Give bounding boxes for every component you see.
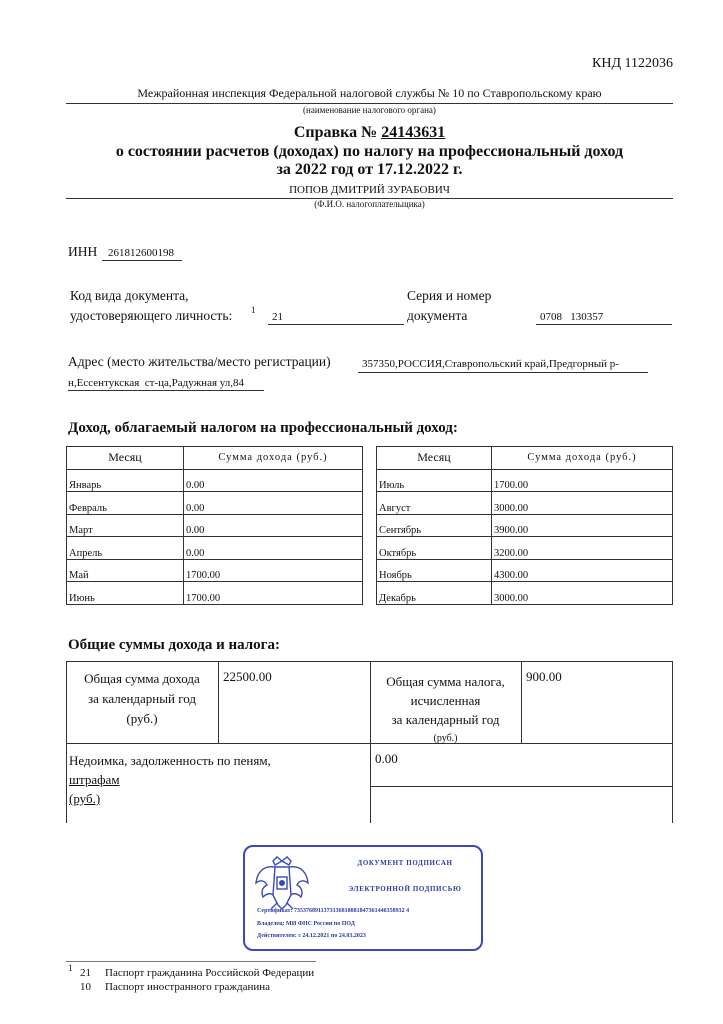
- totals-table: [66, 661, 673, 823]
- sum-cell: 4300.00: [492, 559, 673, 582]
- arrears-label-line: Недоимка, задолженность по пеням,: [69, 753, 271, 768]
- month-cell: Август: [377, 492, 492, 515]
- total-tax-value: 900.00: [526, 669, 562, 684]
- column-header-month: Месяц: [67, 447, 184, 470]
- table-row: [377, 492, 673, 515]
- emblem-icon: [253, 853, 311, 913]
- footnote-divider: [66, 961, 316, 962]
- income-table-left: [66, 446, 363, 605]
- footnote-text: Паспорт гражданина Российской Федерации: [105, 967, 315, 979]
- month-cell: Июнь: [67, 582, 184, 605]
- doc-series-underline: [536, 324, 672, 325]
- month-cell: Май: [67, 559, 184, 582]
- certificate-number: 24143631: [381, 124, 446, 141]
- table-row: [377, 559, 673, 582]
- stamp-subtitle: ЭЛЕКТРОННОЙ ПОДПИСЬЮ: [348, 885, 462, 893]
- month-cell: Декабрь: [377, 582, 492, 605]
- sum-cell: 3000.00: [492, 582, 673, 605]
- month-cell: Апрель: [67, 537, 184, 560]
- column-header-month: Месяц: [377, 447, 492, 470]
- table-row: [67, 582, 363, 605]
- inn-value: 261812600198: [108, 247, 174, 259]
- document-period: за 2022 год от 17.12.2022 г.: [276, 161, 463, 178]
- sum-cell: 1700.00: [184, 582, 363, 605]
- sum-cell: 1700.00: [492, 469, 673, 492]
- total-tax-label-line: Общая сумма налога,: [386, 674, 505, 689]
- arrears-label-line: штрафам: [69, 772, 120, 787]
- footnote-code: 10: [80, 981, 91, 993]
- table-row: [377, 582, 673, 605]
- total-income-value: 22500.00: [223, 669, 272, 684]
- arrears-label: [69, 751, 271, 808]
- footnote-code: 21: [80, 967, 91, 979]
- stamp-title: ДОКУМЕНТ ПОДПИСАН: [357, 859, 453, 867]
- signature-stamp: [243, 845, 483, 951]
- total-income-label-line: (руб.): [126, 711, 158, 726]
- table-row: [67, 514, 363, 537]
- doc-code-footnote-mark: 1: [251, 305, 256, 315]
- title-prefix: Справка №: [293, 124, 382, 141]
- column-header-sum: Сумма дохода (руб.): [184, 447, 363, 470]
- doc-series-label-2: документа: [407, 308, 468, 323]
- total-tax-label: [370, 672, 521, 748]
- totals-section-title: Общие суммы дохода и налога:: [68, 637, 280, 653]
- sum-cell: 3900.00: [492, 514, 673, 537]
- stamp-validity: Действителен: с 24.12.2021 по 24.03.2023: [257, 933, 366, 939]
- table-row: [67, 469, 363, 492]
- doc-code-value: 21: [272, 311, 283, 323]
- month-cell: Ноябрь: [377, 559, 492, 582]
- arrears-label-line: (руб.): [69, 791, 101, 806]
- column-header-sum: Сумма дохода (руб.): [492, 447, 673, 470]
- arrears-value: 0.00: [375, 751, 398, 766]
- total-tax-label-line: за календарный год: [391, 712, 500, 727]
- sum-cell: 3200.00: [492, 537, 673, 560]
- address-underline: [358, 372, 648, 373]
- divider: [66, 103, 673, 104]
- sum-cell: 0.00: [184, 514, 363, 537]
- total-tax-label-line: исчисленная: [410, 693, 481, 708]
- doc-series-label: Серия и номер: [407, 288, 492, 303]
- totals-border-inner: [370, 786, 673, 787]
- tax-authority-caption: (наименование налогового органа): [303, 105, 436, 115]
- table-row: [67, 559, 363, 582]
- document-title: [66, 124, 673, 142]
- sum-cell: 0.00: [184, 537, 363, 560]
- address-label: Адрес (место жительства/место регистрации): [68, 354, 331, 369]
- table-row: [377, 469, 673, 492]
- doc-code-label: Код вида документа,: [70, 288, 189, 303]
- month-cell: Март: [67, 514, 184, 537]
- doc-code-label-2: удостоверяющего личность:: [70, 308, 233, 323]
- month-cell: Сентябрь: [377, 514, 492, 537]
- total-income-label-line: Общая сумма дохода: [84, 671, 200, 686]
- doc-code-underline: [268, 324, 404, 325]
- doc-series-value: 0708 130357: [540, 311, 604, 323]
- inn-label: ИНН: [68, 244, 98, 259]
- footnote-text: Паспорт иностранного гражданина: [105, 981, 271, 993]
- knd-code: КНД 1122036: [592, 56, 673, 71]
- totals-border-col3: [521, 661, 522, 743]
- table-header-row: [67, 447, 363, 470]
- stamp-certificate: Сертификат: 7353768911373136818881847361446358932 4: [257, 908, 410, 914]
- totals-border-col1: [218, 661, 219, 743]
- footnote-marker: 1: [68, 963, 73, 973]
- sum-cell: 0.00: [184, 492, 363, 515]
- total-income-label: [66, 669, 218, 729]
- tax-authority-name: Межрайонная инспекция Федеральной налоговой службы № 10 по Ставропольскому краю: [137, 86, 602, 100]
- month-cell: Февраль: [67, 492, 184, 515]
- table-row: [67, 537, 363, 560]
- month-cell: Январь: [67, 469, 184, 492]
- document-subtitle: о состоянии расчетов (доходах) по налогу на профессиональный доход: [115, 143, 624, 160]
- table-header-row: [377, 447, 673, 470]
- month-cell: Октябрь: [377, 537, 492, 560]
- inn-underline: [102, 260, 182, 261]
- table-row: [377, 514, 673, 537]
- address-underline: [68, 390, 264, 391]
- income-table-right: [376, 446, 673, 605]
- address-line-2: н,Ессентукская ст-ца,Радужная ул,84: [68, 377, 245, 389]
- sum-cell: 0.00: [184, 469, 363, 492]
- table-row: [67, 492, 363, 515]
- taxpayer-caption: (Ф.И.О. налогоплательщика): [314, 199, 425, 209]
- income-section-title: Доход, облагаемый налогом на профессиональный доход:: [68, 420, 458, 436]
- totals-border-right: [672, 661, 673, 823]
- taxpayer-name: ПОПОВ ДМИТРИЙ ЗУРАБОВИЧ: [289, 184, 450, 196]
- sum-cell: 3000.00: [492, 492, 673, 515]
- table-row: [377, 537, 673, 560]
- sum-cell: 1700.00: [184, 559, 363, 582]
- month-cell: Июль: [377, 469, 492, 492]
- address-line-1: 357350,РОССИЯ,Ставропольский край,Предгорный р-: [362, 358, 619, 370]
- stamp-owner: Владелец: МИ ФНС России по ПОД: [257, 921, 355, 927]
- total-tax-label-line: (руб.): [433, 733, 458, 744]
- total-income-label-line: за календарный год: [88, 691, 196, 706]
